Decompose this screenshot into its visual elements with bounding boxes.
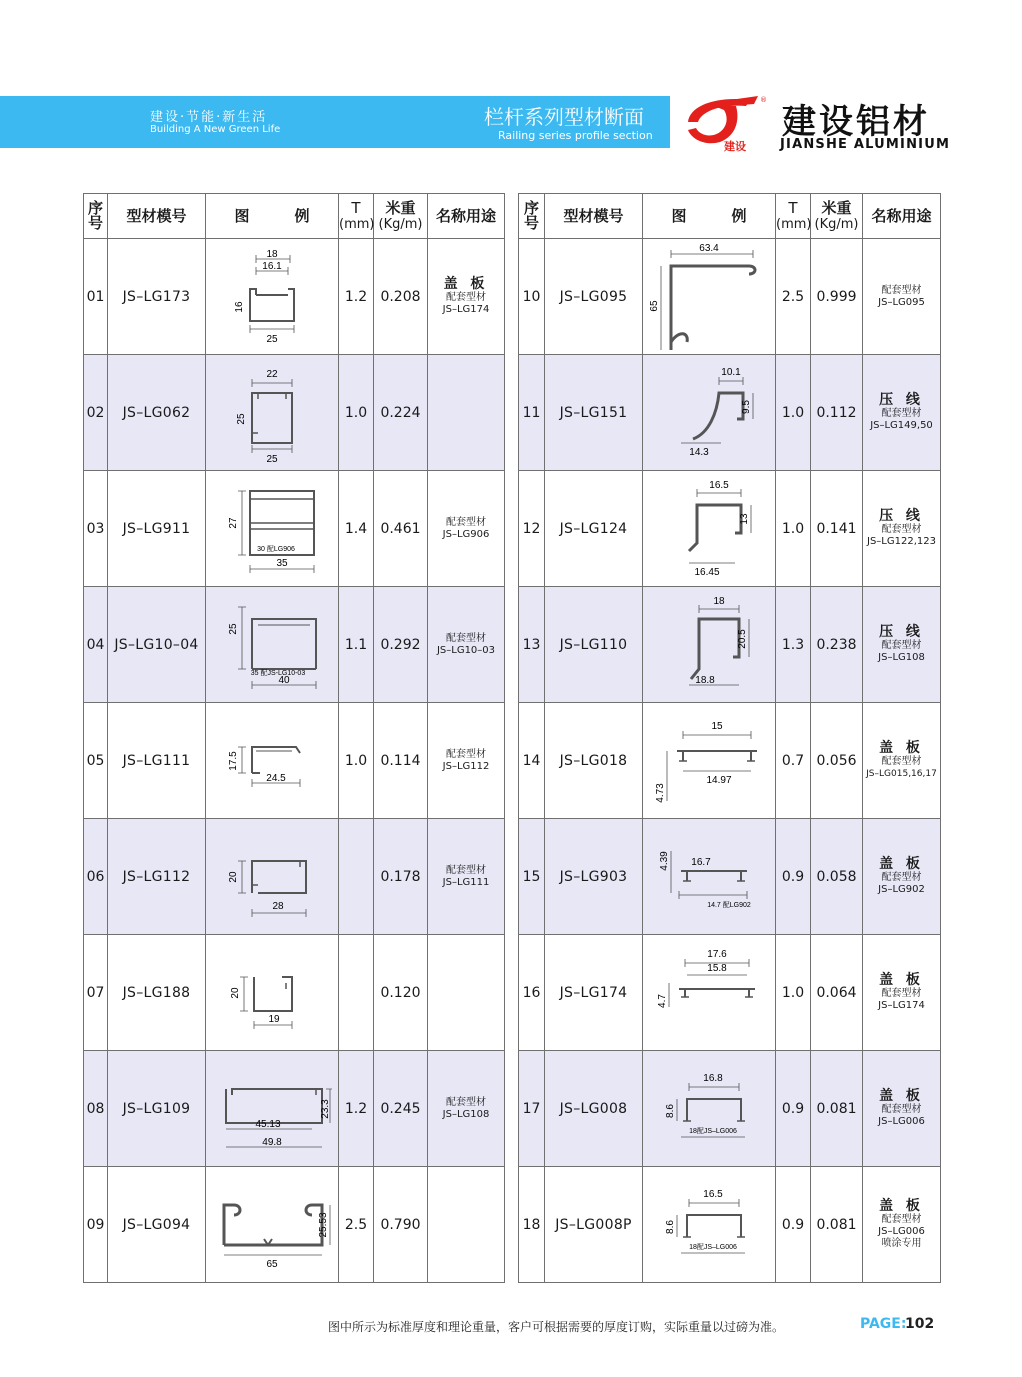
dim-label: 4.39 <box>659 850 670 871</box>
row-no: 12 <box>519 471 545 587</box>
row-weight: 0.178 <box>374 819 428 935</box>
row-no: 05 <box>84 703 108 819</box>
row-no: 07 <box>84 935 108 1051</box>
dim-label: 25 <box>236 412 247 425</box>
dim-label: 22 <box>266 368 278 380</box>
row-usage: 配套型材 JS–LG108 <box>428 1051 505 1167</box>
dim-label: 45.13 <box>255 1118 281 1130</box>
row-model: JS–LG174 <box>545 935 643 1051</box>
row-model: JS–LG173 <box>108 239 206 355</box>
table-row <box>84 819 505 935</box>
row-thickness <box>339 935 374 1051</box>
row-usage <box>428 1167 505 1283</box>
row-thickness: 2.5 <box>776 239 811 355</box>
table-row <box>519 1051 941 1167</box>
row-usage: 盖 板 配套型材 JS–LG006 <box>863 1051 941 1167</box>
table-row <box>519 471 941 587</box>
row-weight: 0.461 <box>374 471 428 587</box>
profile-table-right <box>518 193 941 1283</box>
profile-drawing <box>206 587 339 703</box>
dim-label: 4.7 <box>657 993 668 1008</box>
row-weight: 0.208 <box>374 239 428 355</box>
table-row <box>519 819 941 935</box>
row-model: JS–LG188 <box>108 935 206 1051</box>
dim-label: 20 <box>230 986 241 999</box>
row-model: JS–LG109 <box>108 1051 206 1167</box>
row-no: 02 <box>84 355 108 471</box>
col-usage: 名称用途 <box>863 194 941 239</box>
profile-drawing <box>643 1167 776 1283</box>
dim-label: 18.8 <box>695 674 715 686</box>
row-model: JS–LG10–04 <box>108 587 206 703</box>
row-thickness: 1.0 <box>776 355 811 471</box>
row-no: 10 <box>519 239 545 355</box>
col-legend: 图 例 <box>206 194 339 239</box>
profile-drawing <box>643 935 776 1051</box>
dim-label: 17.5 <box>228 750 239 771</box>
brand-name-en: JIANSHE ALUMINIUM <box>780 137 951 152</box>
row-model: JS–LG124 <box>545 471 643 587</box>
dim-label: 49.8 <box>262 1136 282 1148</box>
dim-label: 19 <box>268 1013 280 1025</box>
dim-label: 14.7 配LG902 <box>707 901 751 909</box>
dim-label: 17.6 <box>707 948 727 960</box>
dim-label: 25 <box>266 333 278 345</box>
table-row <box>84 703 505 819</box>
col-weight: 米重 (Kg/m) <box>811 194 863 239</box>
row-usage: 压 线 配套型材 JS–LG149,50 <box>863 355 941 471</box>
col-model: 型材模号 <box>108 194 206 239</box>
row-model: JS–LG018 <box>545 703 643 819</box>
row-weight: 0.064 <box>811 935 863 1051</box>
row-usage: 配套型材 JS–LG111 <box>428 819 505 935</box>
dim-label: 8.6 <box>665 1103 676 1118</box>
row-weight: 0.058 <box>811 819 863 935</box>
profile-drawing <box>643 471 776 587</box>
row-no: 03 <box>84 471 108 587</box>
page-number: 102 <box>905 1316 935 1332</box>
dim-label: 35 <box>276 557 288 569</box>
dim-label: 35 配JS-LG10-03 <box>250 669 306 677</box>
table-row <box>519 1167 941 1283</box>
row-thickness: 1.0 <box>339 355 374 471</box>
row-no: 15 <box>519 819 545 935</box>
dim-label: 4.73 <box>655 782 666 803</box>
row-model: JS–LG094 <box>108 1167 206 1283</box>
col-no: 序 号 <box>519 194 545 239</box>
row-model: JS–LG110 <box>545 587 643 703</box>
dim-label: 16.5 <box>709 479 729 491</box>
row-no: 16 <box>519 935 545 1051</box>
logo-text: 建设 <box>724 140 746 153</box>
row-no: 13 <box>519 587 545 703</box>
table-row <box>519 239 941 355</box>
col-model: 型材模号 <box>545 194 643 239</box>
row-weight: 0.141 <box>811 471 863 587</box>
row-thickness: 0.7 <box>776 703 811 819</box>
row-no: 01 <box>84 239 108 355</box>
dim-label: 18配JS–LG006 <box>689 1243 737 1251</box>
row-usage: 压 线 配套型材 JS–LG108 <box>863 587 941 703</box>
dim-label: 40 <box>278 674 290 686</box>
row-usage: 配套型材 JS–LG095 <box>863 239 941 355</box>
table-row <box>84 1051 505 1167</box>
dim-label: 16 <box>234 300 245 313</box>
row-model: JS–LG062 <box>108 355 206 471</box>
row-usage: 盖 板 配套型材 JS–LG006 喷涂专用 <box>863 1167 941 1283</box>
profile-drawing <box>206 819 339 935</box>
row-model: JS–LG008P <box>545 1167 643 1283</box>
footer-note: 图中所示为标准厚度和理论重量，客户可根据需要的厚度订购，实际重量以过磅为准。 <box>328 1320 785 1334</box>
page-title: 栏杆系列型材断面 <box>484 105 644 129</box>
row-no: 14 <box>519 703 545 819</box>
dim-label: 28 <box>272 900 284 912</box>
dim-label: 20 <box>228 870 239 883</box>
profile-drawing <box>643 703 776 819</box>
dim-label: 25.53 <box>318 1211 329 1238</box>
profile-drawing <box>206 1051 339 1167</box>
dim-label: 8.6 <box>665 1219 676 1234</box>
table-row <box>519 703 941 819</box>
row-no: 17 <box>519 1051 545 1167</box>
dim-label: 15.8 <box>707 962 727 974</box>
table-row <box>84 239 505 355</box>
row-thickness: 2.5 <box>339 1167 374 1283</box>
profile-drawing <box>206 703 339 819</box>
row-usage: 盖 板 配套型材 JS–LG902 <box>863 819 941 935</box>
table-row <box>84 1167 505 1283</box>
col-usage: 名称用途 <box>428 194 505 239</box>
row-model: JS–LG911 <box>108 471 206 587</box>
row-weight: 0.238 <box>811 587 863 703</box>
col-no: 序 号 <box>84 194 108 239</box>
row-no: 11 <box>519 355 545 471</box>
dim-label: 25 <box>228 622 239 635</box>
row-model: JS–LG095 <box>545 239 643 355</box>
row-weight: 0.056 <box>811 703 863 819</box>
table-header <box>84 194 505 239</box>
dim-label: 16.5 <box>703 1188 723 1200</box>
row-no: 06 <box>84 819 108 935</box>
dim-label: 65 <box>649 299 660 312</box>
row-thickness: 1.0 <box>339 703 374 819</box>
row-no: 18 <box>519 1167 545 1283</box>
row-usage: 盖 板 配套型材 JS–LG015,16,17 <box>863 703 941 819</box>
row-usage <box>428 355 505 471</box>
page-label: PAGE: <box>860 1316 907 1332</box>
row-weight: 0.999 <box>811 239 863 355</box>
row-thickness <box>339 819 374 935</box>
profile-drawing <box>643 355 776 471</box>
row-model: JS–LG111 <box>108 703 206 819</box>
dim-label: 14.3 <box>689 446 709 458</box>
row-weight: 0.245 <box>374 1051 428 1167</box>
row-usage: 压 线 配套型材 JS–LG122,123 <box>863 471 941 587</box>
profile-drawing <box>206 935 339 1051</box>
profile-drawing <box>206 239 339 355</box>
row-model: JS–LG008 <box>545 1051 643 1167</box>
row-thickness: 1.2 <box>339 1051 374 1167</box>
row-no: 09 <box>84 1167 108 1283</box>
row-weight: 0.224 <box>374 355 428 471</box>
dim-label: 20.5 <box>737 628 748 649</box>
row-usage: 配套型材 JS–LG906 <box>428 471 505 587</box>
dim-label: 30 配LG906 <box>257 545 295 553</box>
row-thickness: 1.2 <box>339 239 374 355</box>
table-row <box>84 471 505 587</box>
table-row <box>84 587 505 703</box>
col-thickness: T (mm) <box>339 194 374 239</box>
profile-drawing <box>206 355 339 471</box>
brand-logo <box>680 92 770 154</box>
profile-drawing <box>643 587 776 703</box>
row-usage: 盖 板 配套型材 JS–LG174 <box>863 935 941 1051</box>
row-thickness: 1.4 <box>339 471 374 587</box>
col-legend: 图 例 <box>643 194 776 239</box>
profile-drawing <box>643 239 776 355</box>
dim-label: 13 <box>739 512 750 525</box>
table-header <box>519 194 941 239</box>
dim-label: 9.5 <box>741 399 752 414</box>
col-thickness: T (mm) <box>776 194 811 239</box>
row-model: JS–LG903 <box>545 819 643 935</box>
dim-label: 16.8 <box>703 1072 723 1084</box>
row-thickness: 0.9 <box>776 1167 811 1283</box>
page-subtitle: Railing series profile section <box>498 129 653 142</box>
registered-mark: ® <box>760 96 767 104</box>
row-weight: 0.790 <box>374 1167 428 1283</box>
table-row <box>519 935 941 1051</box>
profile-drawing <box>206 471 339 587</box>
row-usage: 配套型材 JS–LG112 <box>428 703 505 819</box>
table-row <box>519 587 941 703</box>
dim-label: 18配JS–LG006 <box>689 1127 737 1135</box>
row-thickness: 1.0 <box>776 935 811 1051</box>
table-row <box>84 935 505 1051</box>
slogan-en: Building A New Green Life <box>150 124 281 135</box>
brand-name-cn: 建设铝材 <box>782 102 930 142</box>
row-weight: 0.081 <box>811 1167 863 1283</box>
dim-label: 18 <box>266 248 278 260</box>
profile-table-left <box>83 193 505 1283</box>
profile-drawing <box>206 1167 339 1283</box>
row-model: JS–LG151 <box>545 355 643 471</box>
row-weight: 0.120 <box>374 935 428 1051</box>
row-no: 08 <box>84 1051 108 1167</box>
dim-label: 16.45 <box>694 566 720 578</box>
row-thickness: 1.0 <box>776 471 811 587</box>
row-weight: 0.081 <box>811 1051 863 1167</box>
row-weight: 0.114 <box>374 703 428 819</box>
dim-label: 18 <box>713 595 725 607</box>
dim-label: 24.5 <box>266 772 286 784</box>
dim-label: 16.1 <box>262 260 282 272</box>
row-thickness: 0.9 <box>776 1051 811 1167</box>
slogan-cn: 建设·节能·新生活 <box>150 110 268 125</box>
dim-label: 14.97 <box>706 774 732 786</box>
col-weight: 米重 (Kg/m) <box>374 194 428 239</box>
table-row <box>519 355 941 471</box>
dim-label: 27 <box>228 516 239 529</box>
dim-label: 63.4 <box>699 242 719 254</box>
row-usage <box>428 935 505 1051</box>
row-weight: 0.292 <box>374 587 428 703</box>
row-no: 04 <box>84 587 108 703</box>
dim-label: 25 <box>266 453 278 463</box>
row-thickness: 1.1 <box>339 587 374 703</box>
profile-drawing <box>643 1051 776 1167</box>
dim-label: 65 <box>266 1258 278 1270</box>
row-thickness: 1.3 <box>776 587 811 703</box>
dim-label: 10.1 <box>721 366 741 378</box>
dim-label: 15 <box>711 720 723 732</box>
row-model: JS–LG112 <box>108 819 206 935</box>
row-usage: 配套型材 JS–LG10–03 <box>428 587 505 703</box>
row-usage: 盖 板 配套型材 JS–LG174 <box>428 239 505 355</box>
row-thickness: 0.9 <box>776 819 811 935</box>
row-weight: 0.112 <box>811 355 863 471</box>
dim-label: 23.3 <box>320 1098 331 1119</box>
table-row <box>84 355 505 471</box>
dim-label: 16.7 <box>691 856 711 868</box>
profile-drawing <box>643 819 776 935</box>
